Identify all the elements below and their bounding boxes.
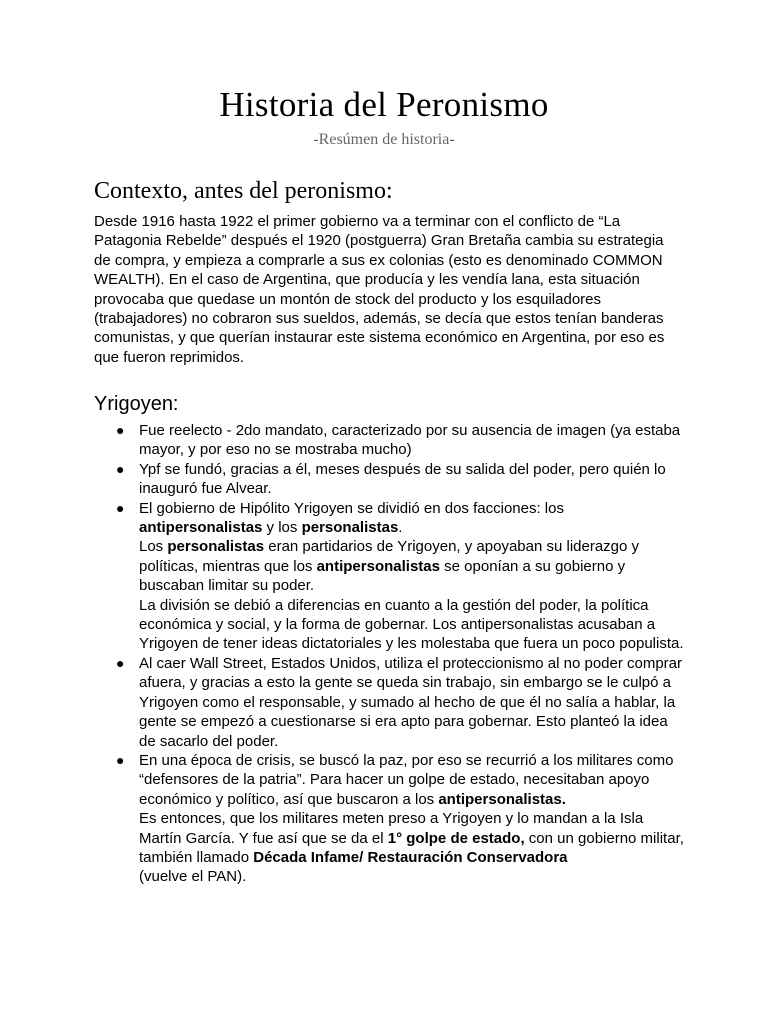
- list-item: [94, 499, 684, 654]
- list-item-text: (vuelve el PAN).: [139, 868, 247, 886]
- yrigoyen-heading: Yrigoyen:: [94, 393, 179, 415]
- context-heading: Contexto, antes del peronismo:: [94, 178, 393, 204]
- bold-term: Década Infame/ Restauración Conservadora: [253, 848, 568, 866]
- bullet-icon: ●: [116, 422, 125, 438]
- list-item: [94, 654, 684, 751]
- list-item-text: .: [398, 519, 403, 537]
- list-item-text: El gobierno de Hipólito Yrigoyen se dividió en dos facciones: los: [139, 499, 564, 517]
- list-item-text: eran partidarios de Yrigoyen, y apoyaban su liderazgo y políticas, mientras que los: [139, 538, 640, 575]
- list-item-text: se oponían a su gobierno y buscaban limitar su poder.: [139, 557, 626, 595]
- bullet-icon: ●: [116, 460, 125, 477]
- list-item-text: Es entonces, que los militares meten preso a Yrigoyen y lo mandan a la Isla Martín García. Y fue así que se da el: [139, 810, 644, 847]
- list-item: [94, 751, 684, 887]
- list-item-text: con un gobierno militar, también llamado: [139, 829, 684, 866]
- document-subtitle: -Resúmen de historia-: [313, 131, 455, 148]
- list-item-text: Los: [139, 538, 168, 556]
- bullet-icon: ●: [116, 654, 125, 671]
- list-item-text: En una época de crisis, se buscó la paz, por eso se recurrió a los militares como “defensores de la patria”. Para hacer un golpe de estado, necesitaban apoyo económico y político, así que buscaron a los: [139, 751, 674, 808]
- bullet-icon: ●: [116, 751, 125, 768]
- list-item-text: Al caer Wall Street, Estados Unidos, utiliza el proteccionismo al no poder comprar afuera, y gracias a esto la gente se queda sin trabajo, sin embargo se le culpó a Yrigoyen como el responsable, y sumado al hecho de que él no salía a hablar, la gente se empezó a cuestionarse si era apto para gobernar. Esto planteó la idea de sacarlo del poder.: [139, 654, 683, 750]
- bold-term: antipersonalistas.: [438, 790, 566, 808]
- list-item-text: La división se debió a diferencias en cuanto a la gestión del poder, la política económica y social, y la forma de gobernar. Los antipersonalistas acusaban a Yrigoyen de tener ideas dictatoriales y les molestaba que fuera un poco populista.: [139, 596, 684, 653]
- bold-term: antipersonalistas: [316, 557, 440, 575]
- document-title: Historia del Peronismo: [219, 85, 549, 124]
- list-item-text: Ypf se fundó, gracias a él, meses después de su salida del poder, pero quién lo inauguró fue Alvear.: [139, 460, 666, 498]
- context-paragraph: Desde 1916 hasta 1922 el primer gobierno va a terminar con el conflicto de “La Patagonia Rebelde” después el 1920 (postguerra) Gran Bretaña cambia su estrategia de compra, y empieza a comprarle a sus ex colonias (esto es denominado COMMON WEALTH). En el caso de Argentina, que producía y les vendía lana, esta situación provocaba que quedase un montón de stock del producto y los esquiladores (trabajadores) no cobraron sus sueldos, además, se decía que estos tenían banderas comunistas, y que querían instaurar este sistema económico en Argentina, por eso es que fueron reprimidos.: [94, 213, 665, 366]
- bold-term: 1° golpe de estado,: [387, 829, 525, 847]
- bullet-icon: ●: [116, 499, 125, 516]
- bold-term: personalistas: [301, 519, 399, 537]
- list-item: [94, 421, 684, 460]
- bold-term: personalistas: [167, 538, 265, 556]
- list-item: [94, 460, 684, 499]
- yrigoyen-list: [94, 421, 684, 887]
- list-item-text: y los: [262, 519, 302, 537]
- bold-term: antipersonalistas: [139, 519, 263, 537]
- list-item-text: Fue reelecto - 2do mandato, caracterizado por su ausencia de imagen (ya estaba mayor, y por eso no se mostraba mucho): [139, 422, 681, 459]
